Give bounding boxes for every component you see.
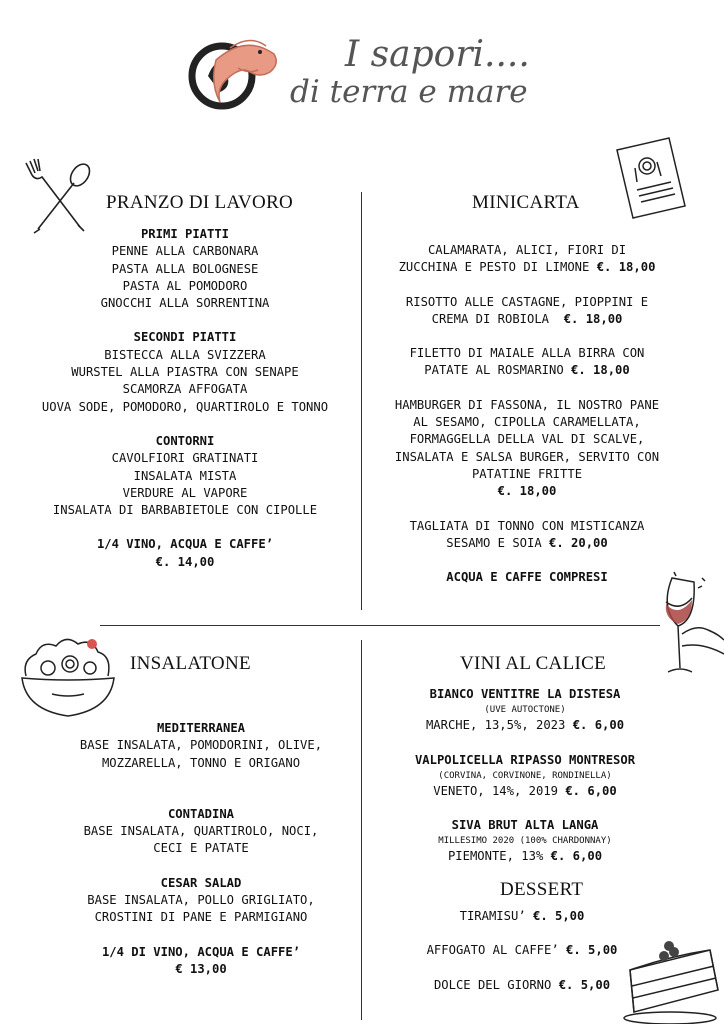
menu-line: FORMAGGELLA DELLA VAL DI SCALVE,: [409, 432, 645, 447]
secondi-heading: SECONDI PIATTI: [133, 330, 237, 345]
minicarta-column: [362, 242, 692, 586]
wine-name: BIANCO VENTITRE LA DISTESA: [429, 687, 621, 701]
salad-line: BASE INSALATA, POLLO GRIGLIATO,: [87, 893, 315, 908]
minicarta-footer: ACQUA E CAFFE COMPRESI: [446, 570, 608, 585]
primi-heading: PRIMI PIATTI: [140, 227, 230, 241]
pranzo-footer: 1/4 VINO, ACQUA E CAFFE’: [96, 537, 274, 552]
insalatone-footer: 1/4 DI VINO, ACQUA E CAFFE’: [101, 944, 301, 959]
wine-origin: PIEMONTE, 13% €. 6,00: [447, 849, 603, 864]
menu-line: PATATE AL ROSMARINO €. 18,00: [424, 363, 630, 378]
wine-origin: VENETO, 14%, 2019 €. 6,00: [433, 783, 617, 798]
pranzo-column: [0, 226, 370, 571]
salad-name: MEDITERRANEA: [156, 721, 246, 735]
list-item: PENNE ALLA CARBONARA: [111, 244, 259, 259]
menu-line: CREMA DI ROBIOLA €. 18,00: [431, 311, 623, 326]
price: €. 6,00: [572, 718, 625, 733]
header-title-line1: I sapori....: [345, 34, 530, 75]
list-item: VERDURE AL VAPORE: [122, 485, 248, 500]
salad-line: BASE INSALATA, POMODORINI, OLIVE,: [79, 738, 323, 753]
salad-line: CECI E PATATE: [153, 841, 249, 856]
salad-name: CESAR SALAD: [160, 875, 242, 890]
price: €. 6,00: [550, 849, 603, 864]
list-item: PASTA AL POMODORO: [122, 278, 248, 293]
pranzo-price: €. 14,00: [155, 554, 215, 569]
wine-note: MILLESIMO 2020 (100% CHARDONNAY): [438, 836, 612, 847]
price: €. 5,00: [533, 909, 585, 923]
price: €. 18,00: [571, 363, 630, 378]
menu-line: PATATINE FRITTE: [471, 466, 583, 481]
menu-line: CALAMARATA, ALICI, FIORI DI: [427, 243, 627, 257]
menu-card-icon: [613, 136, 689, 222]
list-item: PASTA ALLA BOLOGNESE: [111, 261, 259, 276]
salad-line: MOZZARELLA, TONNO E ORIGANO: [101, 755, 301, 770]
price: €. 5,00: [566, 943, 618, 958]
list-item: SCAMORZA AFFOGATA: [122, 382, 248, 397]
wine-name: SIVA BRUT ALTA LANGA: [451, 818, 599, 833]
menu-line: HAMBURGER DI FASSONA, IL NOSTRO PANE: [394, 397, 660, 412]
price: €. 6,00: [565, 783, 617, 798]
price: €. 5,00: [558, 977, 611, 992]
price: €. 18,00: [497, 484, 557, 499]
menu-line: AL SESAMO, CIPOLLA CARAMELLATA,: [413, 415, 641, 430]
dessert-item: AFFOGATO AL CAFFE’ €. 5,00: [426, 943, 618, 958]
salad-line: BASE INSALATA, QUARTIROLO, NOCI,: [83, 824, 319, 839]
wine-glass-icon: [652, 568, 724, 692]
horizontal-divider: [100, 625, 660, 626]
dessert-column: [362, 908, 682, 994]
menu-line: RISOTTO ALLE CASTAGNE, PIOPPINI E: [405, 294, 649, 309]
insalatone-title: INSALATONE: [130, 653, 251, 674]
minicarta-title: MINICARTA: [472, 192, 580, 213]
menu-line: FILETTO DI MAIALE ALLA BIRRA CON: [409, 346, 645, 361]
pranzo-title: PRANZO DI LAVORO: [106, 192, 294, 213]
list-item: INSALATA MISTA: [133, 468, 237, 483]
menu-line: TAGLIATA DI TONNO CON MISTICANZA: [409, 518, 645, 533]
fork-spoon-icon: [18, 155, 98, 235]
contorni-heading: CONTORNI: [155, 433, 215, 448]
insalatone-column: [20, 720, 382, 978]
list-item: UOVA SODE, POMODORO, QUARTIROLO E TONNO: [41, 399, 329, 414]
salad-bowl-icon: [18, 632, 118, 722]
octopus-shrimp-logo-icon: [186, 30, 286, 112]
header-title-line2: di terra e mare: [290, 74, 528, 110]
list-item: WURSTEL ALLA PIASTRA CON SENAPE: [71, 365, 299, 380]
menu-line: ZUCCHINA E PESTO DI LIMONE €. 18,00: [398, 260, 656, 275]
salad-line: CROSTINI DI PANE E PARMIGIANO: [94, 910, 308, 925]
wine-origin: MARCHE, 13,5%, 2023 €. 6,00: [425, 718, 625, 733]
logo: [186, 30, 286, 112]
salad-name: CONTADINA: [167, 806, 235, 821]
price: €. 20,00: [549, 535, 608, 550]
list-item: INSALATA DI BARBABIETOLE CON CIPOLLE: [52, 503, 318, 518]
list-item: GNOCCHI ALLA SORRENTINA: [100, 296, 270, 311]
dessert-item: DOLCE DEL GIORNO €. 5,00: [433, 977, 611, 992]
price: €. 18,00: [563, 311, 623, 326]
vini-column: [362, 686, 688, 866]
list-item: BISTECCA ALLA SVIZZERA: [104, 347, 266, 362]
dessert-item: TIRAMISU’ €. 5,00: [459, 909, 585, 923]
wine-note: (UVE AUTOCTONE): [484, 705, 566, 716]
dessert-title: DESSERT: [500, 879, 584, 900]
insalatone-price: € 13,00: [175, 961, 227, 976]
wine-note: (CORVINA, CORVINONE, RONDINELLA): [438, 770, 612, 781]
vini-title: VINI AL CALICE: [460, 653, 606, 674]
price: €. 18,00: [596, 260, 656, 275]
wine-name: VALPOLICELLA RIPASSO MONTRESOR: [414, 752, 636, 767]
menu-line: SESAMO E SOIA €. 20,00: [446, 535, 608, 550]
menu-line: INSALATA E SALSA BURGER, SERVITO CON: [394, 449, 660, 464]
list-item: CAVOLFIORI GRATINATI: [111, 451, 259, 466]
